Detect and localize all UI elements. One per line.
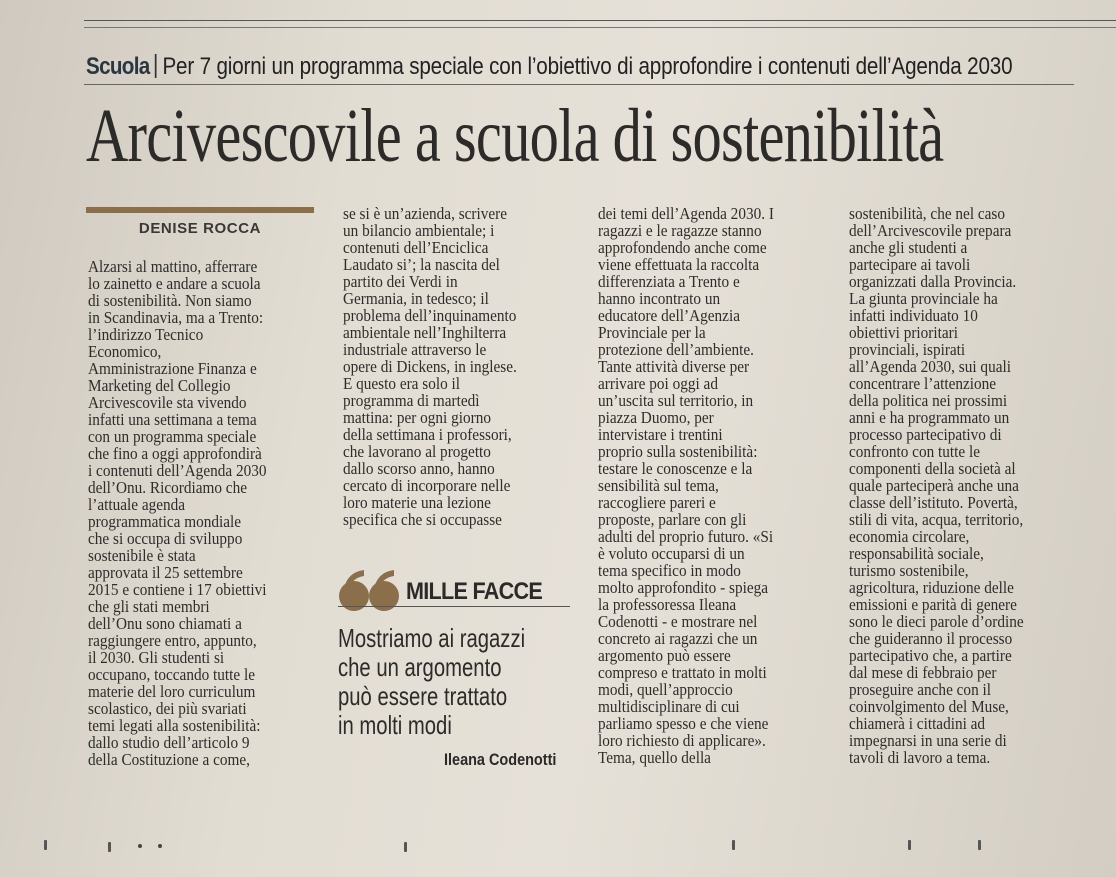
pull-quote-line: che un argomento xyxy=(338,652,502,682)
article-line: agricoltura, riduzione delle xyxy=(849,578,1014,597)
article-line: della settimana i professori, xyxy=(343,425,512,444)
article-line: differenziata a Trento e xyxy=(598,272,740,291)
article-line: Arcivescovile sta vivendo xyxy=(88,393,247,412)
fold-mark xyxy=(978,840,981,850)
article-line: Alzarsi al mattino, afferrare xyxy=(88,257,258,276)
article-line: ragazzi e le ragazze stanno xyxy=(598,221,762,240)
article-column-2 xyxy=(343,205,556,528)
article-line: concentrare l’attenzione xyxy=(849,374,997,393)
article-line: lo zainetto e andare a scuola xyxy=(88,274,261,293)
article-line: dallo scorso anno, hanno xyxy=(343,459,495,478)
fold-mark xyxy=(732,840,735,850)
article-line: adulti del proprio futuro. «Si xyxy=(598,527,774,546)
byline-bar xyxy=(86,207,314,213)
quote-mark-icon xyxy=(338,566,402,619)
article-line: impegnarsi in una serie di xyxy=(849,731,1007,750)
fold-mark xyxy=(108,842,111,852)
article-column-1 xyxy=(88,258,298,768)
article-line: turismo sostenibile, xyxy=(849,561,969,580)
article-line: approfondendo anche come xyxy=(598,238,767,257)
top-rule-secondary xyxy=(84,27,1116,28)
article-line: che lavorano al progetto xyxy=(343,442,491,461)
article-line: l’indirizzo Tecnico xyxy=(88,325,204,344)
pull-quote-author: Ileana Codenotti xyxy=(444,750,557,769)
byline: DENISE ROCCA xyxy=(138,220,262,237)
headline: Arcivescovile a scuola di sostenibilità xyxy=(86,94,944,178)
pull-quote-text xyxy=(338,624,541,740)
fold-mark xyxy=(44,840,47,850)
article-line: Tante attività diverse per xyxy=(598,357,750,376)
article-line: anche gli studenti a xyxy=(849,238,968,257)
article-line: partecipativo che, a partire xyxy=(849,646,1012,665)
article-line: un bilancio ambientale; i xyxy=(343,221,495,240)
article-line: parliamo spesso e che viene xyxy=(598,714,769,733)
article-line: se si è un’azienda, scrivere xyxy=(343,204,508,223)
pull-quote-label: MILLE FACCE xyxy=(406,578,543,605)
article-line: che fino a oggi approfondirà xyxy=(88,444,262,463)
article-line: che guideranno il processo xyxy=(849,629,1013,648)
article-line: provinciali, ispirati xyxy=(849,340,966,359)
article-line: un’uscita sul territorio, in xyxy=(598,391,754,410)
article-line: Amministrazione Finanza e xyxy=(88,359,257,378)
article-line: della politica nei prossimi xyxy=(849,391,1008,410)
article-line: compreso e trattato in molti xyxy=(598,663,767,682)
article-line: sensibilità sul tema, xyxy=(598,476,719,495)
article-line: raccogliere pareri e xyxy=(598,493,716,512)
article-line: che gli stati membri xyxy=(88,597,210,616)
article-line: scolastico, dei più svariati xyxy=(88,699,247,718)
page-edge-marks xyxy=(0,830,1116,860)
article-line: E questo era solo il xyxy=(343,374,461,393)
article-column-3 xyxy=(598,205,811,766)
article-line: il 2030. Gli studenti si xyxy=(88,648,225,667)
article-line: tema specifico in modo xyxy=(598,561,741,580)
article-line: problema dell’inquinamento xyxy=(343,306,517,325)
pull-quote-line: in molti modi xyxy=(338,710,452,740)
article-line: che si occupa di sviluppo xyxy=(88,529,243,548)
article-line: loro materie una lezione xyxy=(343,493,491,512)
article-line: dell’Onu sono chiamati a xyxy=(88,614,242,633)
article-line: coinvolgimento del Muse, xyxy=(849,697,1009,716)
article-line: obiettivi prioritari xyxy=(849,323,958,342)
article-line: arrivare poi oggi ad xyxy=(598,374,718,393)
article-line: processo partecipativo di xyxy=(849,425,1002,444)
article-line: materie del loro curriculum xyxy=(88,682,256,701)
article-line: proprio sulla sostenibilità: xyxy=(598,442,758,461)
fold-mark xyxy=(404,842,407,852)
article-line: intervistare i trentini xyxy=(598,425,723,444)
article-line: all’Agenda 2030, sui quali xyxy=(849,357,1011,376)
article-line: sono le dieci parole d’ordine xyxy=(849,612,1024,631)
pull-quote-line: può essere trattato xyxy=(338,681,508,711)
article-line: confronto con tutte le xyxy=(849,442,980,461)
article-line: tavoli di lavoro a tema. xyxy=(849,748,991,767)
article-line: dei temi dell’Agenda 2030. I xyxy=(598,204,774,223)
article-line: componenti della società al xyxy=(849,459,1016,478)
article-line: quale parteciperà anche una xyxy=(849,476,1019,495)
article-line: è voluto occuparsi di un xyxy=(598,544,745,563)
article-line: loro richiesto di applicare». xyxy=(598,731,766,750)
article-line: raggiungere entro, appunto, xyxy=(88,631,257,650)
article-line: organizzati dalla Provincia. xyxy=(849,272,1017,291)
article-line: Marketing del Collegio xyxy=(88,376,231,395)
article-line: dell’Arcivescovile prepara xyxy=(849,221,1012,240)
fold-mark xyxy=(158,844,162,848)
article-line: opere di Dickens, in inglese. xyxy=(343,357,517,376)
article-line: stili di vita, acqua, territorio, xyxy=(849,510,1024,529)
article-line: modi, quell’approccio xyxy=(598,680,733,699)
article-line: ambientale nell’Inghilterra xyxy=(343,323,507,342)
article-line: cercato di incorporare nelle xyxy=(343,476,511,495)
article-line: di sostenibilità. Non siamo xyxy=(88,291,252,310)
article-column-4 xyxy=(849,205,1062,766)
section-label: Scuola xyxy=(86,53,150,80)
article-line: mattina: per ogni giorno xyxy=(343,408,491,427)
top-rule xyxy=(84,20,1116,21)
article-line: Provinciale per la xyxy=(598,323,706,342)
pull-quote-rule xyxy=(338,606,570,607)
article-line: classe dell’istituto. Povertà, xyxy=(849,493,1018,512)
article-line: molto approfondito - spiega xyxy=(598,578,769,597)
article-line: hanno incontrato un xyxy=(598,289,721,308)
article-line: sostenibilità, che nel caso xyxy=(849,204,1006,223)
fold-mark xyxy=(908,840,911,850)
article-line: multidisciplinare di cui xyxy=(598,697,740,716)
article-line: Germania, in tedesco; il xyxy=(343,289,489,308)
fold-mark xyxy=(138,844,142,848)
article-line: programma di martedì xyxy=(343,391,480,410)
article-line: partito dei Verdi in xyxy=(343,272,458,291)
article-line: La giunta provinciale ha xyxy=(849,289,998,308)
article-line: Tema, quello della xyxy=(598,748,711,767)
article-line: programmatica mondiale xyxy=(88,512,242,531)
article-line: con un programma speciale xyxy=(88,427,257,446)
article-line: argomento può essere xyxy=(598,646,731,665)
pull-quote-line: Mostriamo ai ragazzi xyxy=(338,623,526,653)
article-line: testare le conoscenze e la xyxy=(598,459,753,478)
kicker-separator xyxy=(155,54,157,78)
article-line: l’attuale agenda xyxy=(88,495,186,514)
article-line: viene effettuata la raccolta xyxy=(598,255,760,274)
article-line: temi legati alla sostenibilità: xyxy=(88,716,261,735)
article-line: proposte, parlare con gli xyxy=(598,510,747,529)
article-line: industriale attraverso le xyxy=(343,340,487,359)
article-line: approvata il 25 settembre xyxy=(88,563,243,582)
article-line: dallo studio dell’articolo 9 xyxy=(88,733,250,752)
article-line: partecipare ai tavoli xyxy=(849,255,971,274)
article-line: responsabilità sociale, xyxy=(849,544,984,563)
article-line: anni e ha programmato un xyxy=(849,408,1010,427)
article-line: i contenuti dell’Agenda 2030 xyxy=(88,461,267,480)
article-line: la professoressa Ileana xyxy=(598,595,737,614)
article-line: 2015 e contiene i 17 obiettivi xyxy=(88,580,267,599)
article-line: economia circolare, xyxy=(849,527,970,546)
article-line: contenuti dell’Enciclica xyxy=(343,238,489,257)
article-line: Codenotti - e mostrare nel xyxy=(598,612,758,631)
article-line: infatti una settimana a tema xyxy=(88,410,257,429)
article-line: chiamerà i cittadini ad xyxy=(849,714,986,733)
article-line: in Scandinavia, ma a Trento: xyxy=(88,308,264,327)
article-line: dell’Onu. Ricordiamo che xyxy=(88,478,247,497)
article-line: proseguire anche con il xyxy=(849,680,992,699)
article-line: infatti individuato 10 xyxy=(849,306,978,325)
article-line: Economico, xyxy=(88,342,162,361)
kicker xyxy=(86,50,1013,84)
article-line: emissioni e parità di genere xyxy=(849,595,1017,614)
kicker-rule xyxy=(84,84,1074,85)
article-line: dal mese di febbraio per xyxy=(849,663,997,682)
article-line: della Costituzione a come, xyxy=(88,750,250,769)
article-line: occupano, toccando tutte le xyxy=(88,665,256,684)
article-line: sostenibile è stata xyxy=(88,546,196,565)
article-line: concreto ai ragazzi che un xyxy=(598,629,758,648)
deck-text: Per 7 giorni un programma speciale con l’obiettivo di approfondire i contenuti dell’Agenda 2030 xyxy=(162,53,1013,80)
article-line: specifica che si occupasse xyxy=(343,510,502,529)
article-line: educatore dell’Agenzia xyxy=(598,306,740,325)
article-line: piazza Duomo, per xyxy=(598,408,714,427)
article-line: Laudato si’; la nascita del xyxy=(343,255,500,274)
article-line: protezione dell’ambiente. xyxy=(598,340,754,359)
